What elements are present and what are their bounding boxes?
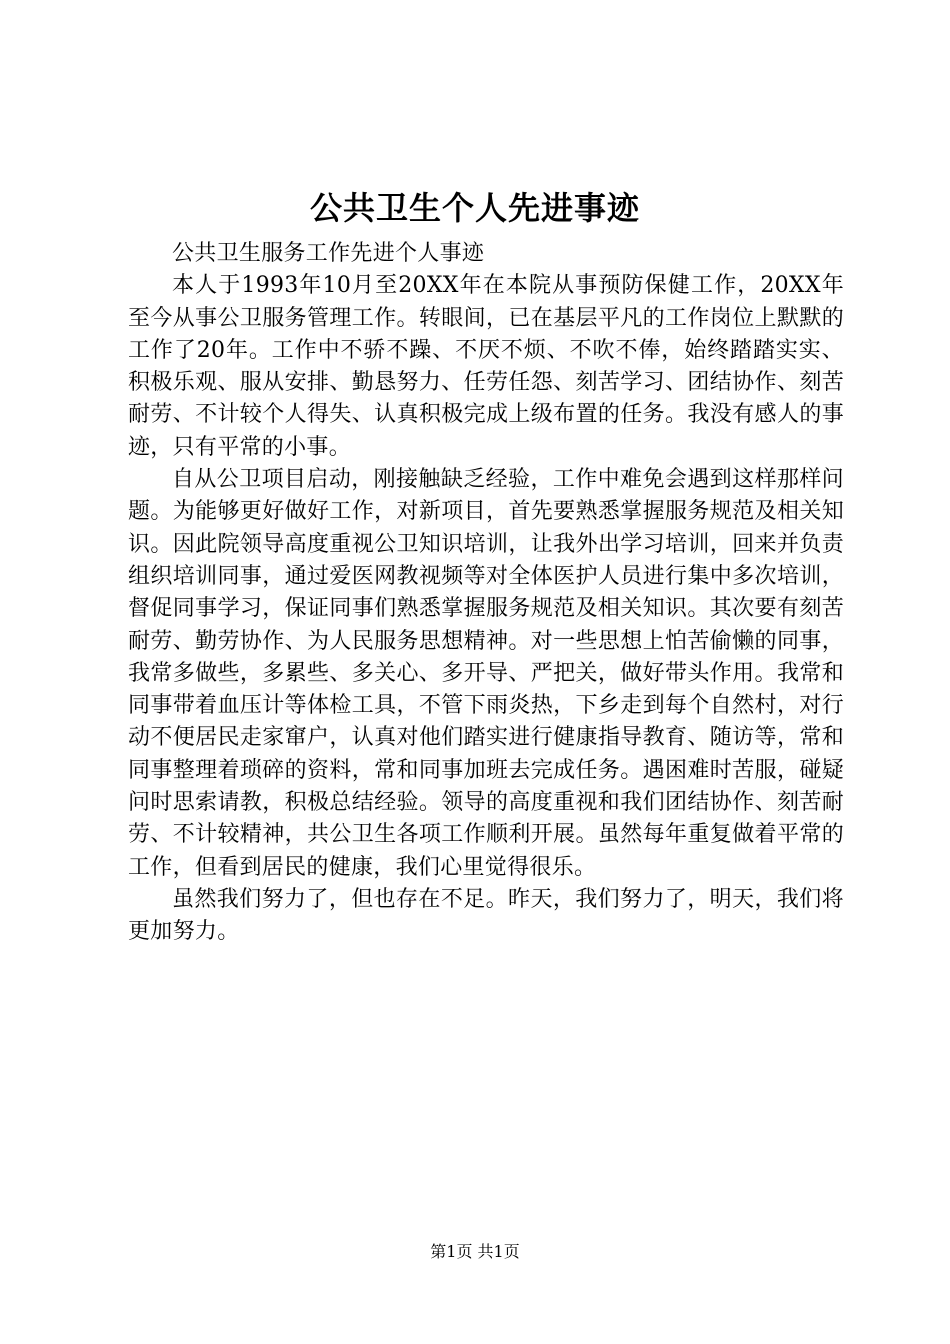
page-footer: 第1页 共1页 [430, 1242, 520, 1261]
body-paragraph-3: 虽然我们努力了，但也存在不足。昨天，我们努力了，明天，我们将更加努力。 [128, 886, 844, 945]
body-paragraph-1: 本人于1993年10月至20XX年在本院从事预防保健工作，20XX年至今从事公卫服务管理工作。转眼间，已在基层平凡的工作岗位上默默的工作了20年。工作中不骄不躁、不厌不烦、不吹不俸，始终踏踏实实、积极乐观、服从安排、勤恳努力、任劳任怨、刻苦学习、团结协作、刻苦耐劳、不计较个人得失、认真积极完成上级布置的任务。我没有感人的事迹，只有平常的小事。 [128, 273, 844, 460]
document-subtitle: 公共卫生服务工作先进个人事迹 [172, 241, 485, 266]
body-paragraph-2: 自从公卫项目启动，刚接触缺乏经验，工作中难免会遇到这样那样问题。为能够更好做好工作，对新项目，首先要熟悉掌握服务规范及相关知识。因此院领导高度重视公卫知识培训，让我外出学习培训，回来并负责组织培训同事，通过爱医网教视频等对全体医护人员进行集中多次培训，督促同事学习，保证同事们熟悉掌握服务规范及相关知识。其次要有刻苦耐劳、勤劳协作、为人民服务思想精神。对一些思想上怕苦偷懒的同事，我常多做些，多累些、多关心、多开导、严把关，做好带头作用。我常和同事带着血压计等体检工具，不管下雨炎热，下乡走到每个自然村，对行动不便居民走家窜户，认真对他们踏实进行健康指导教育、随访等，常和同事整理着琐碎的资料，常和同事加班去完成任务。遇困难时苦服，碰疑问时思索请教，积极总结经验。领导的高度重视和我们团结协作、刻苦耐劳、不计较精神，共公卫生各项工作顺利开展。虽然每年重复做着平常的工作，但看到居民的健康，我们心里觉得很乐。 [128, 467, 844, 880]
document-title: 公共卫生个人先进事迹 [309, 189, 640, 227]
document-body [128, 238, 844, 949]
